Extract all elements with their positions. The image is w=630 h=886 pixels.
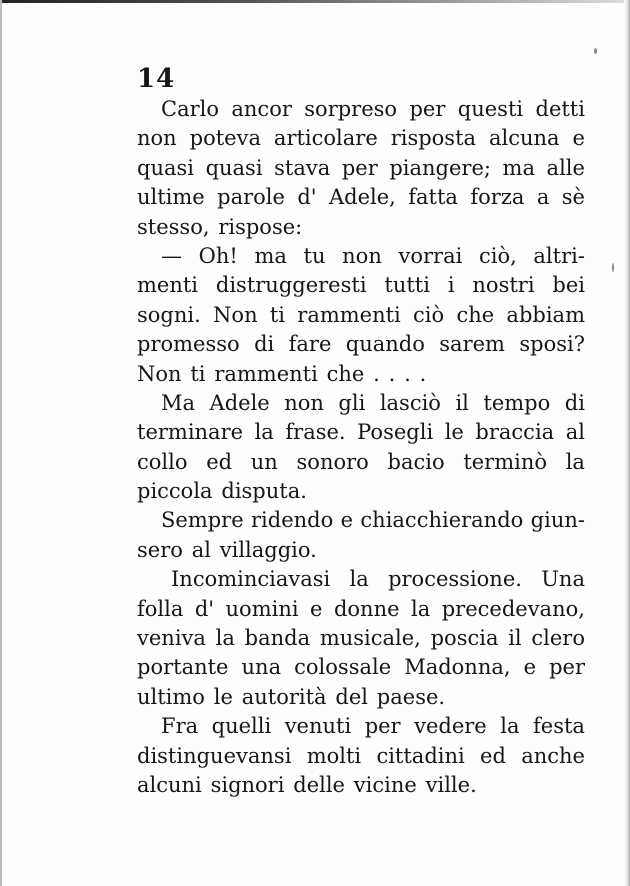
text-line	[137, 448, 585, 477]
word: forza	[470, 185, 525, 210]
text-line	[137, 124, 585, 153]
word: un	[250, 449, 278, 474]
word: Adele,	[328, 185, 396, 210]
word: il	[508, 626, 522, 651]
word: ed	[480, 743, 506, 768]
word: tempo	[483, 390, 551, 415]
word: veniva	[137, 626, 206, 651]
word: la	[500, 714, 520, 739]
word: la	[349, 567, 369, 592]
word: a	[536, 185, 550, 210]
word: ed	[206, 449, 233, 474]
word: autorità	[241, 684, 327, 709]
word: le	[444, 420, 464, 445]
text-line	[137, 418, 585, 447]
word: paese.	[376, 684, 446, 709]
word: nostri	[472, 273, 535, 298]
text-line	[137, 213, 585, 242]
text-line	[137, 183, 585, 212]
word: fare	[288, 332, 332, 357]
word: parole	[217, 185, 285, 210]
text-line	[137, 712, 585, 741]
text-line	[137, 95, 585, 124]
word: portante	[137, 655, 229, 680]
word: non	[284, 390, 324, 415]
word: giun-	[530, 508, 585, 533]
word: chiacchierando	[360, 508, 524, 533]
word: disputa.	[221, 479, 307, 504]
word: molti	[306, 743, 362, 768]
word: del	[335, 684, 368, 709]
word: clero	[531, 626, 585, 651]
word: poscia	[430, 626, 499, 651]
word: folla	[137, 596, 184, 621]
word: e	[572, 126, 585, 151]
word: vorrai	[398, 243, 463, 268]
word: piangere;	[389, 155, 491, 180]
word: processione.	[388, 567, 522, 592]
word: rammenti	[214, 361, 318, 386]
word: e	[340, 508, 354, 533]
word: tu	[303, 243, 326, 268]
word: e	[310, 596, 323, 621]
text-line	[137, 242, 585, 271]
word: .	[373, 361, 380, 386]
word: rispose:	[218, 214, 303, 239]
word: sposi?	[519, 332, 585, 357]
word: colossale	[294, 655, 392, 680]
word: Carlo	[161, 97, 219, 121]
word: ville.	[425, 772, 477, 797]
word: Sempre	[161, 508, 244, 533]
word: braccia	[475, 420, 555, 445]
word: rammenti	[297, 302, 401, 327]
text-line	[137, 389, 585, 418]
word: Posegli	[357, 420, 434, 445]
word: precedevano,	[441, 596, 585, 621]
word: terminò	[463, 449, 548, 474]
word: villaggio.	[219, 537, 317, 562]
word: non	[137, 126, 177, 151]
word: fatta	[408, 185, 458, 210]
text-line	[137, 624, 585, 653]
text-line	[137, 565, 585, 594]
word: festa	[533, 714, 585, 739]
word: alcuni	[137, 772, 202, 797]
text-line	[137, 653, 585, 682]
word: stava	[274, 155, 331, 180]
word: .	[404, 361, 411, 386]
word: d'	[194, 596, 215, 621]
text-line	[137, 301, 585, 330]
word: le	[213, 684, 233, 709]
page-number: 14	[137, 64, 176, 94]
text-line	[137, 683, 585, 712]
word: e	[523, 655, 537, 680]
word: stesso,	[137, 214, 210, 239]
text-line	[137, 477, 585, 506]
word: risposta	[390, 126, 477, 151]
word: Una	[541, 567, 585, 592]
word: Ma	[161, 390, 196, 415]
word: per	[549, 655, 585, 680]
word: distruggeresti	[215, 273, 367, 298]
text-line	[137, 595, 585, 624]
word: quasi	[205, 155, 263, 180]
word: ciò,	[478, 243, 517, 268]
word: Incominciavasi	[171, 567, 331, 592]
word: ciò	[413, 302, 445, 327]
word: i	[447, 273, 455, 298]
word: ma	[502, 155, 535, 180]
word: Oh!	[198, 243, 238, 268]
word: quasi	[137, 155, 194, 180]
body-text	[137, 95, 585, 800]
text-line	[137, 536, 585, 565]
word: signori	[210, 772, 285, 797]
text-line	[137, 330, 585, 359]
word: ti	[269, 302, 286, 327]
word: delle	[293, 772, 345, 797]
word: una	[241, 655, 282, 680]
word: frase.	[285, 420, 346, 445]
word: ma	[254, 243, 287, 268]
word: ancor	[231, 97, 292, 121]
page-top-edge	[0, 0, 630, 3]
word: sonoro	[296, 449, 369, 474]
word: piccola	[137, 479, 213, 504]
word: menti	[137, 273, 199, 298]
text-line	[137, 506, 585, 535]
word: la	[411, 596, 431, 621]
word: articolare	[273, 126, 378, 151]
word: che	[456, 302, 495, 327]
text-line	[137, 360, 585, 389]
word: promesso	[137, 332, 240, 357]
word: Non	[213, 302, 258, 327]
word: gli	[338, 390, 366, 415]
word: cittadini	[376, 743, 465, 768]
word: Non	[137, 361, 182, 386]
word: donne	[333, 596, 400, 621]
word: la	[215, 626, 235, 651]
word: d'	[297, 185, 317, 210]
word: la	[565, 449, 585, 474]
word: collo	[137, 449, 188, 474]
word: ridendo	[251, 508, 334, 533]
word: musicale,	[319, 626, 421, 651]
word: venuti	[284, 714, 352, 739]
word: questi	[457, 97, 524, 121]
word: bacio	[387, 449, 445, 474]
word: per	[409, 97, 446, 121]
ink-speck	[594, 48, 597, 54]
word: di	[564, 390, 585, 415]
word: al	[191, 537, 211, 562]
page-left-edge	[0, 0, 2, 886]
word: Fra	[161, 714, 199, 739]
text-line	[137, 771, 585, 800]
word: vedere	[414, 714, 487, 739]
word: terminare	[137, 420, 244, 445]
word: sarem	[439, 332, 505, 357]
word: bei	[552, 273, 585, 298]
word: il	[455, 390, 469, 415]
word: .	[419, 361, 427, 386]
word: per	[364, 714, 401, 739]
word: sorpreso	[304, 97, 398, 121]
word: vicine	[353, 772, 417, 797]
word: altri-	[533, 243, 585, 268]
ink-speck	[612, 263, 614, 272]
word: sero	[137, 537, 183, 562]
word: banda	[244, 626, 311, 651]
word: tutti	[384, 273, 430, 298]
word: uomini	[225, 596, 299, 621]
word: detti	[535, 97, 585, 121]
word: la	[254, 420, 274, 445]
word: sè	[561, 185, 585, 210]
word: ultime	[137, 185, 205, 210]
word: non	[342, 243, 382, 268]
word: alle	[546, 155, 585, 180]
text-line	[137, 154, 585, 183]
word: Madonna,	[404, 655, 511, 680]
page-right-edge	[624, 0, 630, 886]
word: anche	[521, 743, 585, 768]
word: che	[326, 361, 365, 386]
word: per	[341, 155, 378, 180]
word: di	[254, 332, 275, 357]
word: —	[161, 243, 182, 268]
word: ti	[190, 361, 206, 386]
word: .	[388, 361, 396, 386]
word: quelli	[211, 714, 272, 739]
word: quando	[345, 332, 425, 357]
text-line	[137, 742, 585, 771]
word: ultimo	[137, 684, 205, 709]
word: alcuna	[488, 126, 560, 151]
text-line	[137, 271, 585, 300]
word: abbiam	[506, 302, 585, 327]
word: poteva	[189, 126, 261, 151]
word: lasciò	[379, 390, 441, 415]
word: sogni.	[137, 302, 201, 327]
word: Adele	[209, 390, 270, 415]
word: distinguevansi	[137, 743, 292, 768]
word: al	[565, 420, 585, 445]
